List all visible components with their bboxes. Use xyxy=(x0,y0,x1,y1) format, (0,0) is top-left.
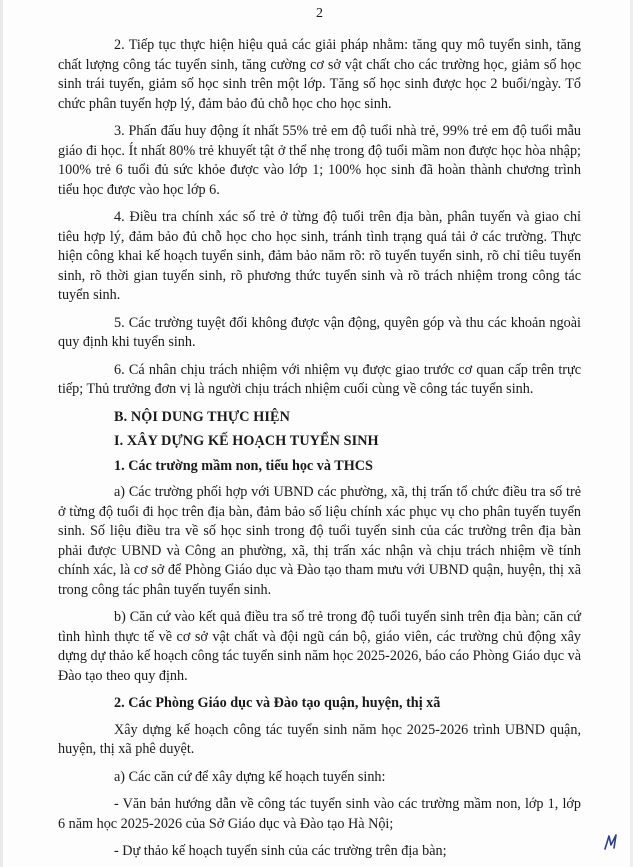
section-1-title: 1. Các trường mầm non, tiểu học và THCS xyxy=(114,457,373,474)
section-2-intro: Xây dựng kế hoạch công tác tuyển sinh năm học 2025-2026 trình UBND quận, huyện, thị xã phê duyệt. xyxy=(58,721,581,757)
page-number: 2 xyxy=(316,6,323,21)
paragraph-5: 5. Các trường tuyệt đối không được vận động, quyên góp và thu các khoản ngoài quy định khi tuyển sinh. xyxy=(58,314,581,350)
section-2-title: 2. Các Phòng Giáo dục và Đào tạo quận, huyện, thị xã xyxy=(114,695,441,711)
paragraph-3: 3. Phấn đấu huy động ít nhất 55% trẻ em độ tuổi nhà trẻ, 99% trẻ em độ tuổi mẫu giáo đi học. Ít nhất 80% trẻ khuyết tật ở thể nhẹ trong độ tuổi mầm non được học hòa nhập; 100% trẻ 6 tuổi đủ sức khỏe được vào lớp 1; 100% học sinh đã hoàn thành chương trình tiểu học được vào học lớp 6. xyxy=(58,123,581,198)
heading-b: B. NỘI DUNG THỰC HIỆN xyxy=(114,408,290,425)
paragraph-2: 2. Tiếp tục thực hiện hiệu quả các giải pháp nhằm: tăng quy mô tuyển sinh, tăng chất lượng công tác tuyển sinh, tăng cường cơ sở vật chất cho các trường học, giảm số học sinh trái tuyến, giảm số học sinh trên một lớp. Tăng số học sinh được học 2 buổi/ngày. Tổ chức phân tuyến hợp lý, đảm bảo đủ chỗ học cho học sinh. xyxy=(58,37,581,112)
paragraph-4: 4. Điều tra chính xác số trẻ ở từng độ tuổi trên địa bàn, phân tuyến và giao chỉ tiêu hợp lý, đảm bảo đủ chỗ học cho học sinh, tránh tình trạng quá tải ở các trường. Thực hiện công khai kế hoạch tuyển sinh, đảm bảo năm rõ: rõ tuyển tuyển sinh, rõ chỉ tiêu tuyển sinh, rõ thời gian tuyển sinh, rõ phương thức tuyển sinh và rõ trách nhiệm trong công tác tuyển sinh. xyxy=(58,209,581,303)
section-1-para-b: b) Căn cứ vào kết quả điều tra số trẻ trong độ tuổi tuyển sinh trên địa bàn; căn cứ tình hình thực tế về cơ sở vật chất và đội ngũ cán bộ, giáo viên, các trường chủ động xây dựng dự thảo kế hoạch công tác tuyển sinh năm học 2025-2026, báo cáo Phòng Giáo dục và Đào tạo theo quy định. xyxy=(58,609,581,684)
section-2-bullet-1: - Văn bản hướng dẫn về công tác tuyển sinh vào các trường mầm non, lớp 1, lớp 6 năm học 2025-2026 của Sở Giáo dục và Đào tạo Hà Nội; xyxy=(58,796,581,832)
section-1-para-a: a) Các trường phối hợp với UBND các phường, xã, thị trấn tổ chức điều tra số trẻ ở từng độ tuổi đi học trên địa bàn, đảm bảo số liệu chính xác phục vụ cho phân tuyến tuyển sinh. Số liệu điều tra về số học sinh trong độ tuổi tuyển sinh của các trường trên địa bàn phải được UBND và Công an phường, xã, thị trấn xác nhận và chịu trách nhiệm về tính chính xác, là cơ sở để Phòng Giáo dục và Đào tạo tham mưu với UBND quận, huyện, thị xã trong công tác phân tuyến tuyển sinh. xyxy=(58,484,581,598)
section-2-item-a: a) Các căn cứ để xây dựng kế hoạch tuyển sinh: xyxy=(114,768,386,785)
scan-left-edge xyxy=(0,0,3,867)
paragraph-6: 6. Cá nhân chịu trách nhiệm với nhiệm vụ được giao trước cơ quan cấp trên trực tiếp; Thủ trưởng đơn vị là người chịu trách nhiệm cuối cùng về công tác tuyển sinh. xyxy=(58,361,581,397)
initial-mark-icon xyxy=(603,833,619,851)
section-2-bullet-2: - Dự thảo kế hoạch tuyển sinh của các trường trên địa bàn; xyxy=(114,843,447,859)
heading-i: I. XÂY DỰNG KẾ HOẠCH TUYỂN SINH xyxy=(114,433,379,449)
